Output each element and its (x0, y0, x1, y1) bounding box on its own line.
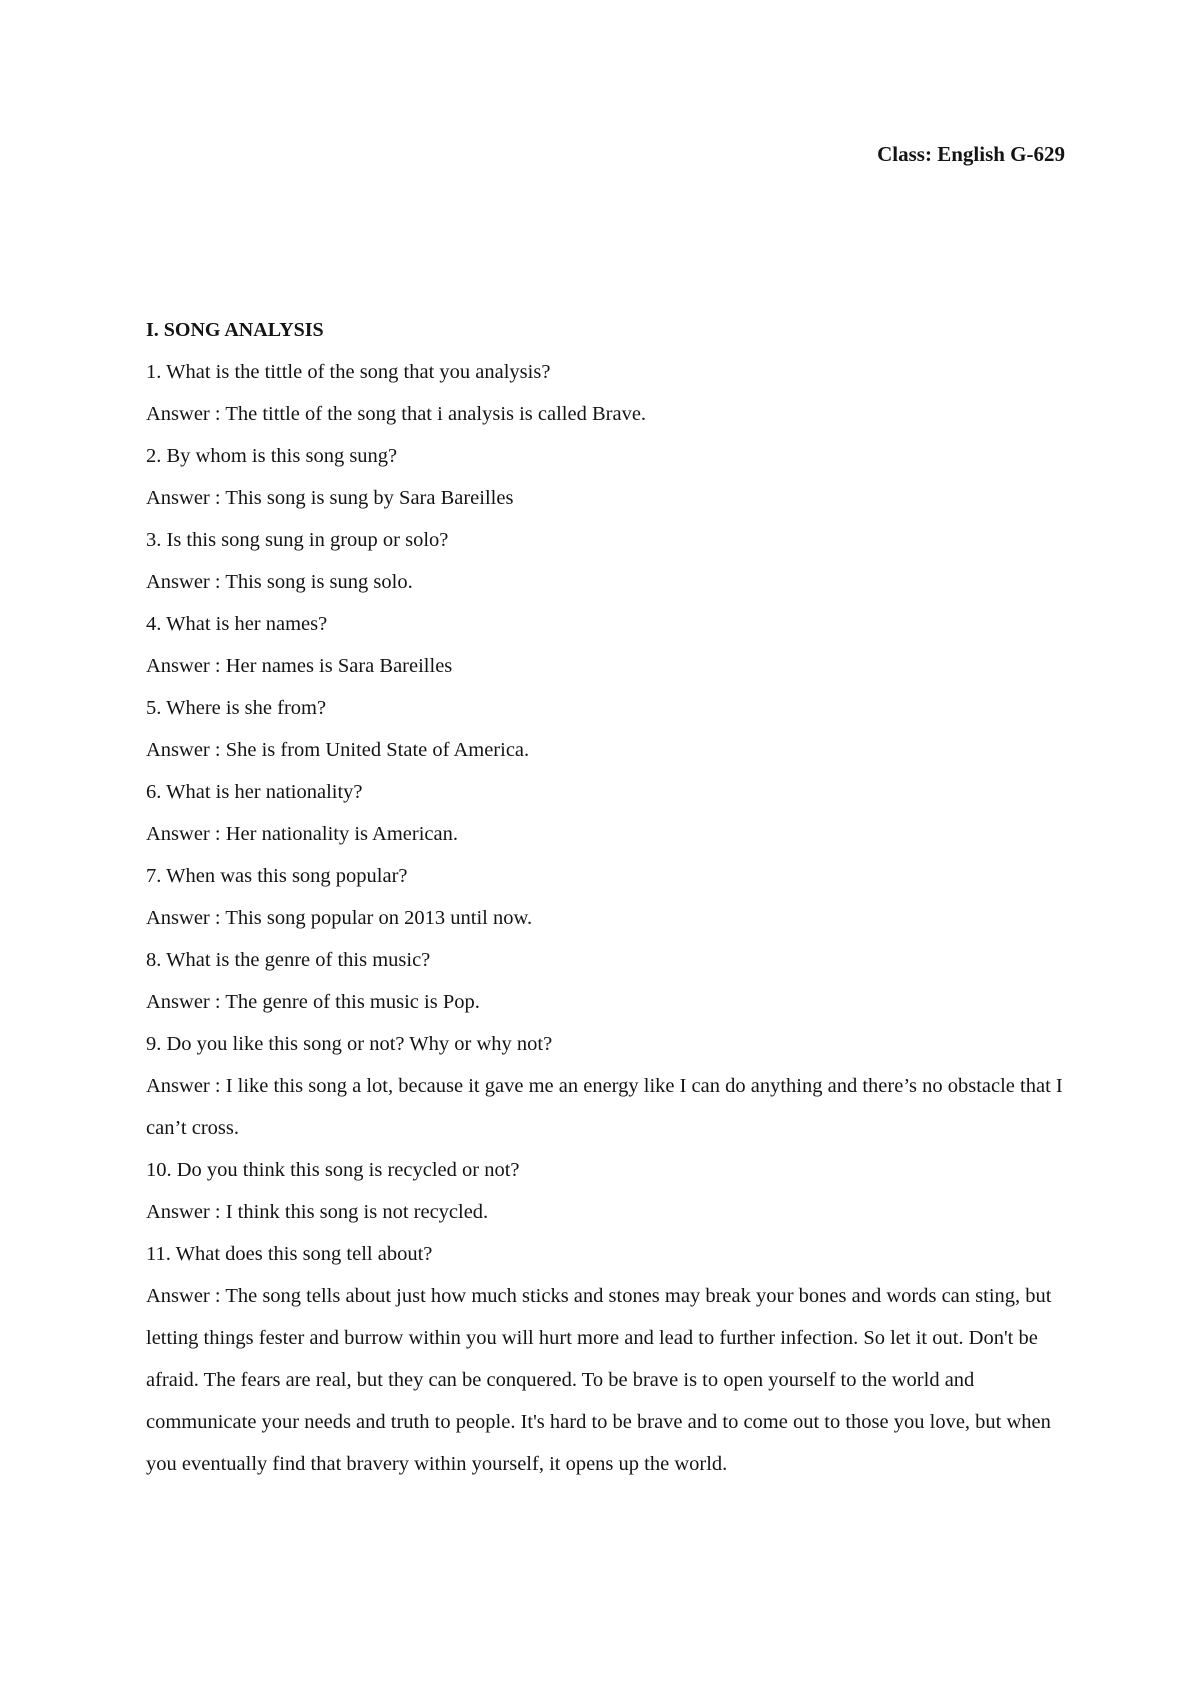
section-heading: I. SONG ANALYSIS (146, 319, 324, 341)
qa-item-10 (146, 1149, 1071, 1233)
qa-item-3 (146, 519, 1071, 603)
answer-9: Answer : I like this song a lot, because it gave me an energy like I can do anything and there’s no obstacle that I can’t cross. (146, 1075, 1063, 1139)
question-5: 5. Where is she from? (146, 697, 327, 719)
qa-list (146, 351, 1071, 1485)
class-label: Class: English G-629 (877, 142, 1065, 166)
question-7: 7. When was this song popular? (146, 865, 408, 887)
answer-2: Answer : This song is sung by Sara Bareilles (146, 487, 514, 509)
question-2: 2. By whom is this song sung? (146, 445, 398, 467)
answer-11: Answer : The song tells about just how much sticks and stones may break your bones and words can sting, but letting things fester and burrow within you will hurt more and lead to further infection. So let it out. Don't be afraid. The fears are real, but they can be conquered. To be brave is to open yourself to the world and communicate your needs and truth to people. It's hard to be brave and to come out to those you love, but when you eventually find that bravery within yourself, it opens up the world. (146, 1285, 1052, 1475)
qa-item-11 (146, 1233, 1071, 1485)
question-1: 1. What is the tittle of the song that you analysis? (146, 361, 551, 383)
answer-7: Answer : This song popular on 2013 until now. (146, 907, 533, 929)
answer-6: Answer : Her nationality is American. (146, 823, 458, 845)
qa-item-5 (146, 687, 1071, 771)
qa-item-1 (146, 351, 1071, 435)
song-analysis-section (146, 309, 1071, 1485)
answer-1: Answer : The tittle of the song that i analysis is called Brave. (146, 403, 647, 425)
question-4: 4. What is her names? (146, 613, 328, 635)
question-9: 9. Do you like this song or not? Why or why not? (146, 1033, 553, 1055)
question-3: 3. Is this song sung in group or solo? (146, 529, 449, 551)
answer-4: Answer : Her names is Sara Bareilles (146, 655, 453, 677)
answer-5: Answer : She is from United State of America. (146, 739, 530, 761)
qa-item-2 (146, 435, 1071, 519)
answer-3: Answer : This song is sung solo. (146, 571, 413, 593)
question-11: 11. What does this song tell about? (146, 1243, 433, 1265)
qa-item-7 (146, 855, 1071, 939)
question-6: 6. What is her nationality? (146, 781, 363, 803)
question-10: 10. Do you think this song is recycled or not? (146, 1159, 520, 1181)
answer-10: Answer : I think this song is not recycled. (146, 1201, 489, 1223)
qa-item-8 (146, 939, 1071, 1023)
answer-8: Answer : The genre of this music is Pop. (146, 991, 480, 1013)
question-8: 8. What is the genre of this music? (146, 949, 431, 971)
qa-item-6 (146, 771, 1071, 855)
qa-item-9 (146, 1023, 1071, 1149)
qa-item-4 (146, 603, 1071, 687)
